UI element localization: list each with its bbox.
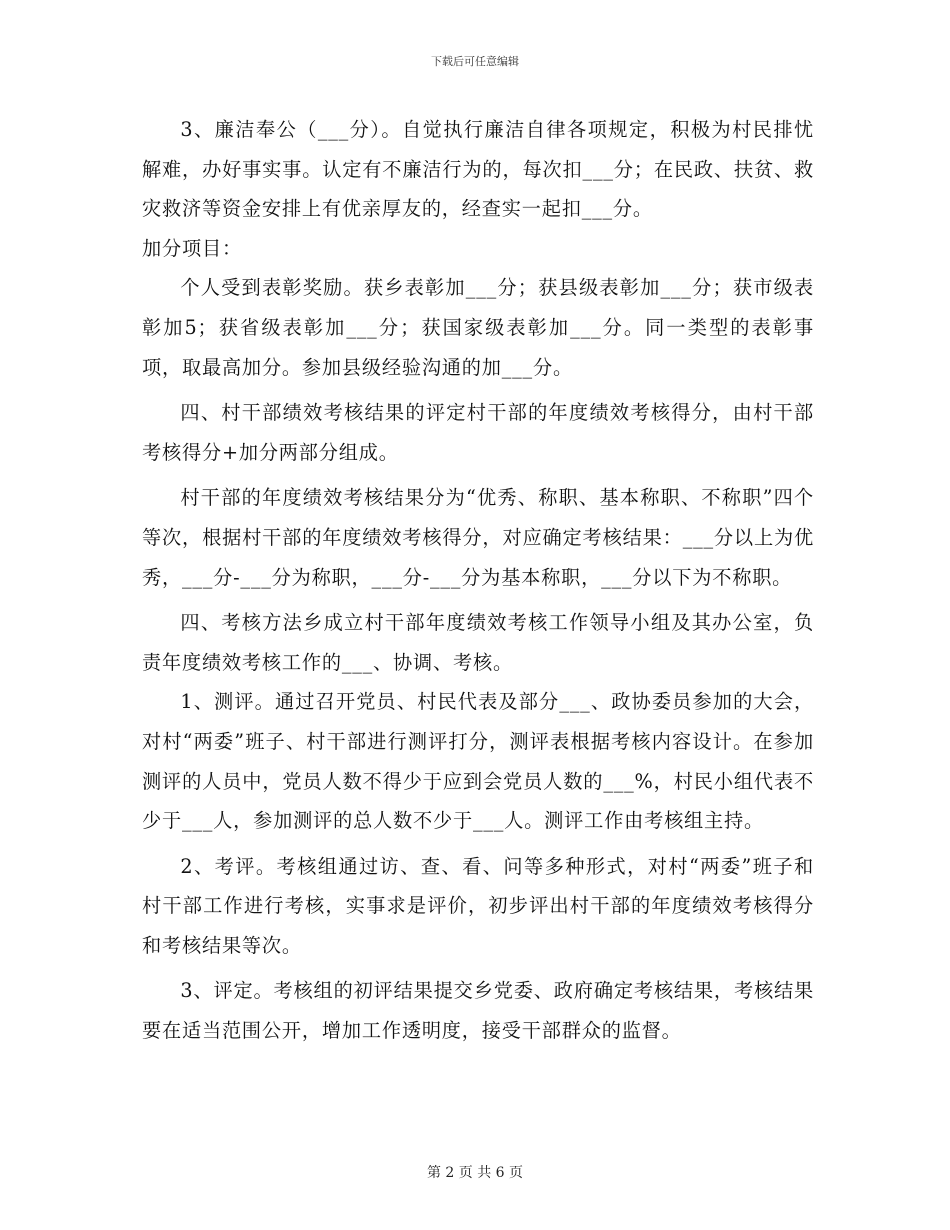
paragraph-assessment-method: 四、考核方法乡成立村干部年度绩效考核工作领导小组及其办公室，负责年度绩效考核工作的___、协调、考核。 (142, 611, 814, 674)
paragraph-result-grades: 村干部的年度绩效考核结果分为“优秀、称职、基本称职、不称职”四个等次，根据村干部的年度绩效考核得分，对应确定考核结果：___分以上为优秀，___分-___分为称职，___分-___分为基本称职，___分以下为不称职。 (142, 486, 814, 589)
paragraph-result-evaluation: 四、村干部绩效考核结果的评定村干部的年度绩效考核得分，由村干部考核得分+加分两部分组成。 (142, 401, 814, 464)
paragraph-survey: 1、测评。通过召开党员、村民代表及部分___、政协委员参加的大会，对村“两委”班子、村干部进行测评打分，测评表根据考核内容设计。在参加测评的人员中，党员人数不得少于应到会党员人数的___%，村民小组代表不少于___人，参加测评的总人数不少于___人。测评工作由考核组主持。 (142, 690, 814, 833)
paragraph-bonus-heading: 加分项目： (142, 236, 242, 260)
page-header: 下载后可任意编辑 (431, 55, 519, 68)
paragraph-determination: 3、评定。考核组的初评结果提交乡党委、政府确定考核结果，考核结果要在适当范围公开，增加工作透明度，接受干部群众的监督。 (142, 979, 814, 1043)
paragraph-bonus-awards: 个人受到表彰奖励。获乡表彰加___分；获县级表彰加___分；获市级表彰加5；获省级表彰加___分；获国家级表彰加___分。同一类型的表彰事项，取最高加分。参加县级经验沟通的加___分。 (142, 276, 814, 379)
paragraph-review: 2、考评。考核组通过访、查、看、问等多种形式，对村“两委”班子和村干部工作进行考核，实事求是评价，初步评出村干部的年度绩效考核得分和考核结果等次。 (142, 854, 814, 957)
paragraph-integrity: 3、廉洁奉公（___分）。自觉执行廉洁自律各项规定，积极为村民排忧解难，办好事实事。认定有不廉洁行为的，每次扣___分；在民政、扶贫、救灾救济等资金安排上有优亲厚友的，经查实一起扣___分。 (142, 118, 814, 221)
page-number: 第 2 页 共 6 页 (426, 1165, 524, 1181)
document-body (142, 110, 814, 1051)
